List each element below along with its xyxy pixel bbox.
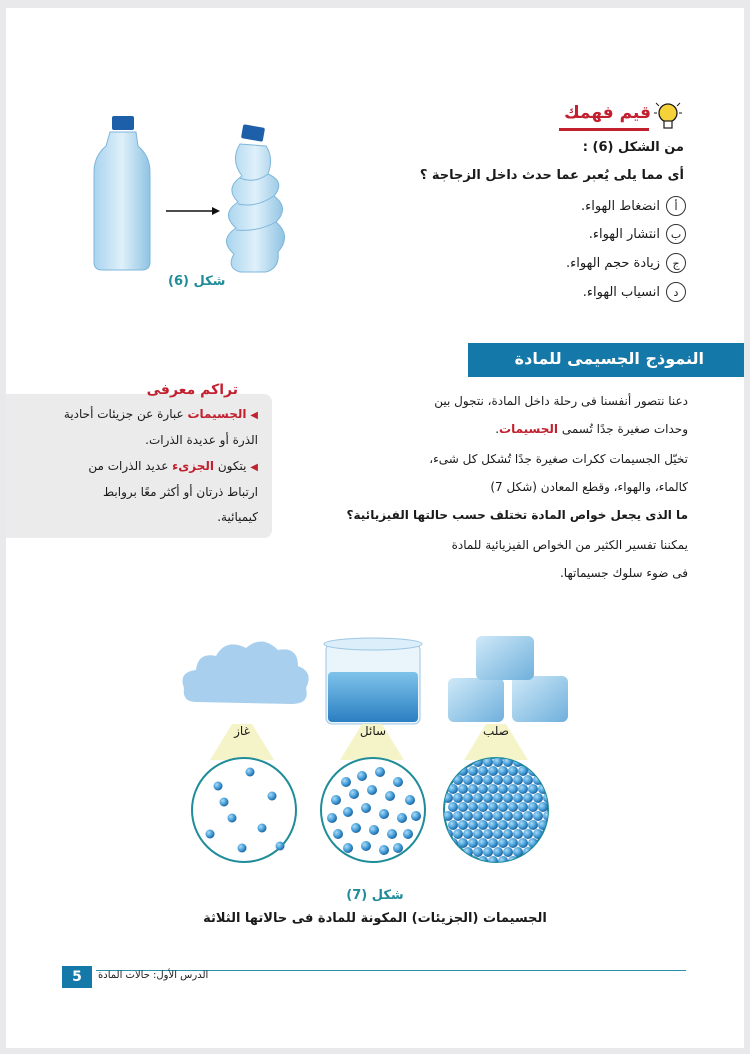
option-c[interactable] bbox=[566, 253, 686, 273]
bottle-intact bbox=[94, 116, 150, 270]
figure-6-illustration bbox=[90, 112, 310, 282]
liquid-beaker bbox=[324, 638, 422, 724]
section-header bbox=[468, 343, 744, 377]
term-molecule: الجزىء bbox=[172, 459, 215, 473]
state-label-liquid: سائل bbox=[359, 724, 387, 738]
option-a[interactable] bbox=[581, 196, 686, 216]
liquid-particles bbox=[321, 758, 425, 862]
option-d-letter: د bbox=[666, 282, 686, 302]
knowledge-item-1-line2: الذرة أو عديدة الذرات. bbox=[145, 433, 258, 447]
understand-badge bbox=[541, 103, 689, 133]
bottle-crushed bbox=[226, 124, 284, 272]
body-line-2-pre: وحدات صغيرة جدًا تُسمى bbox=[558, 422, 688, 436]
understand-underline bbox=[559, 128, 649, 131]
arrow-icon bbox=[166, 207, 220, 215]
gas-particles bbox=[192, 758, 296, 862]
section-title: النموذج الجسيمى للمادة bbox=[514, 349, 704, 368]
lightbulb-icon bbox=[653, 99, 683, 133]
body-line-2 bbox=[495, 422, 688, 436]
option-b-letter: ب bbox=[666, 224, 686, 244]
body-line-3: تخيّل الجسيمات ككرات صغيرة جدًا تُشكل كل شىء، bbox=[429, 452, 688, 466]
option-c-text: زيادة حجم الهواء. bbox=[566, 255, 660, 271]
figure-7-subtitle: الجسيمات (الجزيئات) المكونة للمادة فى حالاتها الثلاثة bbox=[203, 911, 547, 926]
page-number: 5 bbox=[62, 966, 92, 988]
option-d-text: انسياب الهواء. bbox=[582, 284, 660, 300]
knowledge-item-1 bbox=[30, 402, 258, 453]
gas-cloud bbox=[183, 641, 309, 704]
knowledge-item-1-text: عبارة عن جزيئات أحادية bbox=[63, 407, 188, 421]
figure-7-illustration bbox=[176, 620, 576, 870]
option-b[interactable] bbox=[589, 224, 686, 244]
knowledge-item-2-pre: يتكون bbox=[214, 459, 247, 473]
option-a-letter: أ bbox=[666, 196, 686, 216]
option-a-text: انضغاط الهواء. bbox=[580, 198, 660, 214]
body-line-1: دعنا نتصور أنفسنا فى رحلة داخل المادة، نتجول بين bbox=[434, 394, 688, 408]
figure-6-caption: شكل (6) bbox=[168, 274, 226, 289]
bullet-icon: ◀ bbox=[250, 410, 258, 421]
solid-ice-cubes bbox=[448, 636, 568, 722]
knowledge-item-2-line2: ارتباط ذرتان أو أكثر معًا بروابط bbox=[103, 485, 258, 499]
state-label-solid: صلب bbox=[483, 724, 509, 738]
knowledge-box bbox=[6, 382, 272, 538]
body-line-6: يمكننا تفسير الكثير من الخواص الفيزيائية للمادة bbox=[451, 538, 688, 552]
option-d[interactable] bbox=[583, 282, 686, 302]
page bbox=[6, 8, 744, 1048]
knowledge-title: تراكم معرفى bbox=[146, 382, 238, 398]
question-reference: من الشكل (6) : bbox=[582, 140, 684, 155]
knowledge-item-2 bbox=[30, 454, 258, 530]
understand-title: قيم فهمك bbox=[564, 103, 651, 123]
option-b-text: انتشار الهواء. bbox=[588, 226, 660, 242]
knowledge-item-2-line3: كيميائية. bbox=[217, 510, 258, 524]
body-question: ما الذى يجعل خواص المادة تختلف حسب حالتها الفيزيائية؟ bbox=[346, 508, 688, 522]
option-c-letter: ج bbox=[666, 253, 686, 273]
footer-lesson: الدرس الأول: حالات المادة bbox=[98, 970, 209, 981]
body-term-particles: الجسيمات bbox=[499, 422, 559, 436]
knowledge-item-2-text: عديد الذرات من bbox=[88, 459, 173, 473]
body-line-4: كالماء، والهواء، وقطع المعادن (شكل 7) bbox=[490, 480, 688, 494]
body-line-2-post: . bbox=[495, 422, 500, 436]
body-line-7: فى ضوء سلوك جسيماتها. bbox=[559, 566, 688, 580]
bullet-icon: ◀ bbox=[250, 462, 258, 473]
term-particles: الجسيمات bbox=[187, 407, 247, 421]
figure-7-caption: شكل (7) bbox=[346, 888, 404, 903]
question-text: أى مما يلى يُعبر عما حدث داخل الزجاجة ؟ bbox=[419, 168, 684, 183]
state-label-gas: غاز bbox=[234, 724, 250, 738]
